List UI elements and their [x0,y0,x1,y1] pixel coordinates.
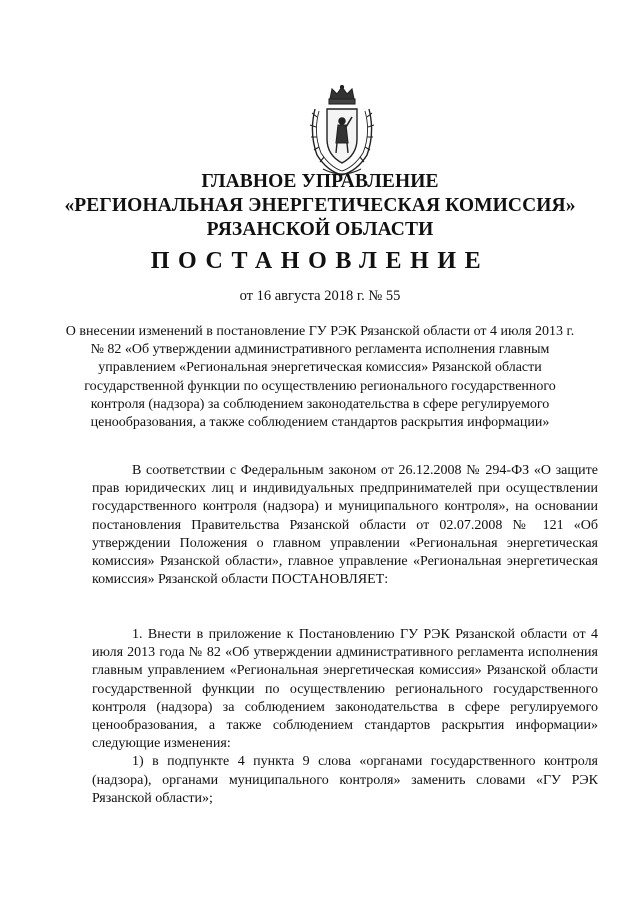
subitem-1-paragraph: 1) в подпункте 4 пункта 9 слова «органами государственного контроля (надзора), органами муниципального контроля» заменить словами «ГУ РЭК Рязанской области»; [92,754,598,806]
document-type-title: ПОСТАНОВЛЕНИЕ [150,248,490,274]
ryazan-coat-of-arms-icon [301,85,383,177]
org-line-3: РЯЗАНСКОЙ ОБЛАСТИ [206,219,434,240]
preamble-block [92,462,598,589]
document-subject: О внесении изменений в постановление ГУ РЭК Рязанской области от 4 июля 2013 г. № 82 «Об утверждении административного регламента исполнения главным управлением «Региональная энергетическая комиссия» Рязанской области государственной функции по осуществлению регионального государственного контроля (надзора) за соблюдением законодательства в сфере регулируемого ценообразования, а также соблюдением стандартов раскрытия информации» [65,324,575,431]
document-date-number: от 16 августа 2018 г. № 55 [239,288,401,304]
item-1-paragraph: 1. Внести в приложение к Постановлению ГУ РЭК Рязанской области от 4 июля 2013 года № 82 «Об утверждении административного регламента исполнения главным управлением «Региональная энергетическая комиссия» Рязанской области государственной функции по осуществлению регионального государственного контроля (надзора) за соблюдением законодательства в сфере регулируемого ценообразования, а также соблюдением стандартов раскрытия информации» следующие изменения: [92,627,598,752]
org-line-2: «РЕГИОНАЛЬНАЯ ЭНЕРГЕТИЧЕСКАЯ КОМИССИЯ» [64,195,576,216]
preamble-paragraph: В соответствии с Федеральным законом от 26.12.2008 № 294-ФЗ «О защите прав юридических лиц и индивидуальных предпринимателей при осуществлении государственного контроля (надзора) и муниципального контроля», на основании постановления Правительства Рязанской области от 02.07.2008 № 121 «Об утверждении Положения о главном управлении «Региональная энергетическая комиссия» Рязанской области», главное управление «Региональная энергетическая комиссия» Рязанской области ПОСТАНОВЛЯЕТ: [92,463,598,588]
issuing-authority [20,170,620,242]
org-line-1: ГЛАВНОЕ УПРАВЛЕНИЕ [201,171,439,192]
item-1-block [92,626,598,808]
